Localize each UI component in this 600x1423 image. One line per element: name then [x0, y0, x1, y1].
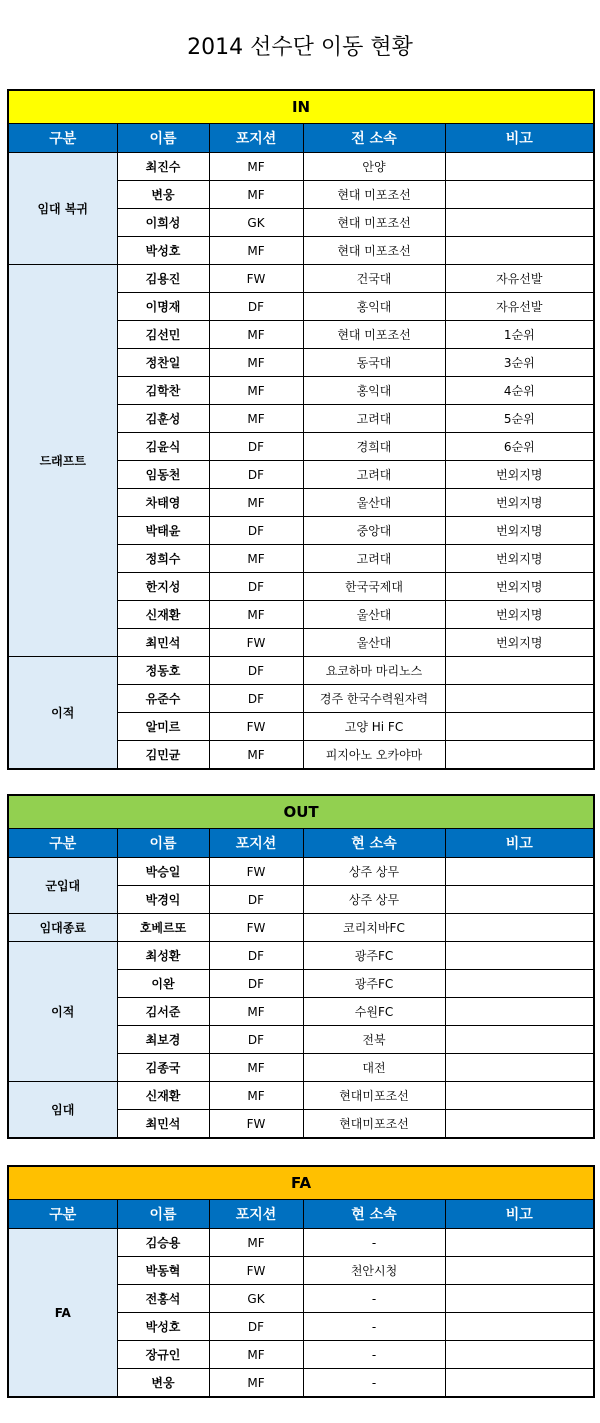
player-note	[445, 685, 594, 713]
player-position: DF	[209, 886, 303, 914]
player-note: 자유선발	[445, 293, 594, 321]
player-position: MF	[209, 489, 303, 517]
player-position: DF	[209, 433, 303, 461]
player-note	[445, 998, 594, 1026]
player-note: 3순위	[445, 349, 594, 377]
page-title: 2014 선수단 이동 현황	[187, 35, 413, 60]
header-club: 전 소속	[303, 124, 445, 153]
player-name: 임동천	[117, 461, 209, 489]
player-name: 김서준	[117, 998, 209, 1026]
player-note	[445, 1285, 594, 1313]
player-club: 현대 미포조선	[303, 237, 445, 265]
player-name: 박성호	[117, 1313, 209, 1341]
player-name: 이희성	[117, 209, 209, 237]
player-name: 김민균	[117, 741, 209, 770]
header-category: 구분	[8, 1200, 117, 1229]
player-club: 중앙대	[303, 517, 445, 545]
header-category: 구분	[8, 124, 117, 153]
player-club: 경희대	[303, 433, 445, 461]
player-name: 호베르또	[117, 914, 209, 942]
table-row	[8, 1082, 594, 1110]
player-name: 김훈성	[117, 405, 209, 433]
player-club: 동국대	[303, 349, 445, 377]
player-name: 최성환	[117, 942, 209, 970]
player-name: 박경익	[117, 886, 209, 914]
player-position: MF	[209, 1082, 303, 1110]
player-position: MF	[209, 1054, 303, 1082]
player-position: MF	[209, 1229, 303, 1257]
player-club: 안양	[303, 153, 445, 181]
player-name: 최민석	[117, 1110, 209, 1139]
header-name: 이름	[117, 829, 209, 858]
player-note	[445, 181, 594, 209]
category-cell: 군입대	[8, 858, 117, 914]
player-note: 번외지명	[445, 489, 594, 517]
player-position: MF	[209, 405, 303, 433]
category-cell: 임대	[8, 1082, 117, 1139]
player-position: FW	[209, 629, 303, 657]
player-club: 고양 Hi FC	[303, 713, 445, 741]
player-name: 김윤식	[117, 433, 209, 461]
player-position: DF	[209, 293, 303, 321]
category-cell: 드래프트	[8, 265, 117, 657]
category-cell: FA	[8, 1229, 117, 1398]
player-position: FW	[209, 265, 303, 293]
player-position: GK	[209, 1285, 303, 1313]
category-cell: 임대 복귀	[8, 153, 117, 265]
player-position: GK	[209, 209, 303, 237]
player-position: DF	[209, 1313, 303, 1341]
player-name: 차태영	[117, 489, 209, 517]
player-club: -	[303, 1313, 445, 1341]
header-position: 포지션	[209, 124, 303, 153]
player-note: 번외지명	[445, 573, 594, 601]
player-name: 장규인	[117, 1341, 209, 1369]
player-position: DF	[209, 461, 303, 489]
player-note	[445, 1313, 594, 1341]
table-row	[8, 914, 594, 942]
player-club: 전북	[303, 1026, 445, 1054]
player-note: 번외지명	[445, 545, 594, 573]
player-name: 변웅	[117, 181, 209, 209]
player-name: 김종국	[117, 1054, 209, 1082]
player-name: 이명재	[117, 293, 209, 321]
player-club: 상주 상무	[303, 858, 445, 886]
player-position: MF	[209, 153, 303, 181]
player-note	[445, 237, 594, 265]
header-note: 비고	[445, 829, 594, 858]
player-note	[445, 858, 594, 886]
player-note	[445, 1341, 594, 1369]
player-club: -	[303, 1341, 445, 1369]
player-note	[445, 914, 594, 942]
header-note: 비고	[445, 1200, 594, 1229]
player-club: 한국국제대	[303, 573, 445, 601]
player-club: 수원FC	[303, 998, 445, 1026]
player-name: 변웅	[117, 1369, 209, 1398]
player-name: 김학찬	[117, 377, 209, 405]
player-note: 1순위	[445, 321, 594, 349]
player-note: 자유선발	[445, 265, 594, 293]
category-cell: 이적	[8, 657, 117, 770]
player-club: 울산대	[303, 489, 445, 517]
header-name: 이름	[117, 1200, 209, 1229]
player-name: 신재환	[117, 1082, 209, 1110]
out-section-label: OUT	[8, 795, 594, 829]
in-section-label: IN	[8, 90, 594, 124]
player-position: DF	[209, 517, 303, 545]
player-note: 번외지명	[445, 461, 594, 489]
player-name: 정동호	[117, 657, 209, 685]
table-row	[8, 942, 594, 970]
player-note	[445, 209, 594, 237]
player-note: 번외지명	[445, 517, 594, 545]
player-position: DF	[209, 573, 303, 601]
player-club: -	[303, 1229, 445, 1257]
player-club: 홍익대	[303, 377, 445, 405]
player-note	[445, 1257, 594, 1285]
player-position: MF	[209, 741, 303, 770]
player-name: 이완	[117, 970, 209, 998]
header-position: 포지션	[209, 1200, 303, 1229]
player-club: 요코하마 마리노스	[303, 657, 445, 685]
player-position: MF	[209, 321, 303, 349]
player-club: 광주FC	[303, 942, 445, 970]
player-club: 경주 한국수력원자력	[303, 685, 445, 713]
player-note	[445, 153, 594, 181]
player-position: FW	[209, 713, 303, 741]
player-club: 현대 미포조선	[303, 321, 445, 349]
player-note: 번외지명	[445, 629, 594, 657]
player-club: 코리치바FC	[303, 914, 445, 942]
player-club: 천안시청	[303, 1257, 445, 1285]
header-note: 비고	[445, 124, 594, 153]
player-note	[445, 713, 594, 741]
player-name: 박성호	[117, 237, 209, 265]
player-position: FW	[209, 1257, 303, 1285]
player-name: 최민석	[117, 629, 209, 657]
player-club: 현대 미포조선	[303, 181, 445, 209]
player-position: FW	[209, 1110, 303, 1139]
fa-section-label: FA	[8, 1166, 594, 1200]
player-note	[445, 1110, 594, 1139]
player-position: DF	[209, 1026, 303, 1054]
player-name: 정희수	[117, 545, 209, 573]
player-name: 박태윤	[117, 517, 209, 545]
player-note	[445, 1369, 594, 1398]
player-name: 김선민	[117, 321, 209, 349]
table-row	[8, 265, 594, 293]
player-club: 고려대	[303, 405, 445, 433]
player-club: 현대미포조선	[303, 1082, 445, 1110]
player-note: 번외지명	[445, 601, 594, 629]
player-note	[445, 1026, 594, 1054]
player-note: 6순위	[445, 433, 594, 461]
header-position: 포지션	[209, 829, 303, 858]
player-note	[445, 970, 594, 998]
player-name: 유준수	[117, 685, 209, 713]
player-note	[445, 942, 594, 970]
player-club: 광주FC	[303, 970, 445, 998]
player-name: 신재환	[117, 601, 209, 629]
table-row	[8, 858, 594, 886]
player-club: 울산대	[303, 601, 445, 629]
player-name: 김용진	[117, 265, 209, 293]
player-note	[445, 657, 594, 685]
player-position: MF	[209, 545, 303, 573]
player-note	[445, 886, 594, 914]
out-table	[7, 794, 595, 1139]
player-club: 고려대	[303, 461, 445, 489]
player-name: 김승용	[117, 1229, 209, 1257]
player-club: -	[303, 1285, 445, 1313]
player-position: MF	[209, 377, 303, 405]
player-club: 건국대	[303, 265, 445, 293]
player-name: 최진수	[117, 153, 209, 181]
player-club: -	[303, 1369, 445, 1398]
table-row	[8, 153, 594, 181]
player-note	[445, 1054, 594, 1082]
player-position: DF	[209, 685, 303, 713]
header-club: 현 소속	[303, 829, 445, 858]
player-position: FW	[209, 914, 303, 942]
player-club: 울산대	[303, 629, 445, 657]
player-name: 박승일	[117, 858, 209, 886]
player-position: DF	[209, 942, 303, 970]
category-cell: 이적	[8, 942, 117, 1082]
player-note: 4순위	[445, 377, 594, 405]
player-name: 최보경	[117, 1026, 209, 1054]
player-note	[445, 1229, 594, 1257]
player-name: 박동혁	[117, 1257, 209, 1285]
player-position: MF	[209, 181, 303, 209]
player-position: MF	[209, 601, 303, 629]
player-name: 정찬일	[117, 349, 209, 377]
in-table	[7, 89, 595, 770]
player-position: MF	[209, 237, 303, 265]
table-row	[8, 1229, 594, 1257]
player-position: MF	[209, 998, 303, 1026]
player-club: 고려대	[303, 545, 445, 573]
player-name: 한지성	[117, 573, 209, 601]
player-note: 5순위	[445, 405, 594, 433]
category-cell: 임대종료	[8, 914, 117, 942]
header-name: 이름	[117, 124, 209, 153]
player-position: DF	[209, 657, 303, 685]
player-note	[445, 741, 594, 770]
player-club: 상주 상무	[303, 886, 445, 914]
player-club: 현대미포조선	[303, 1110, 445, 1139]
player-club: 홍익대	[303, 293, 445, 321]
table-row	[8, 657, 594, 685]
player-name: 알미르	[117, 713, 209, 741]
player-name: 전홍석	[117, 1285, 209, 1313]
header-club: 현 소속	[303, 1200, 445, 1229]
fa-table	[7, 1165, 595, 1398]
player-position: DF	[209, 970, 303, 998]
player-position: MF	[209, 1369, 303, 1398]
player-position: FW	[209, 858, 303, 886]
player-club: 피지아노 오카야마	[303, 741, 445, 770]
player-club: 현대 미포조선	[303, 209, 445, 237]
player-position: MF	[209, 349, 303, 377]
player-note	[445, 1082, 594, 1110]
header-category: 구분	[8, 829, 117, 858]
player-club: 대전	[303, 1054, 445, 1082]
player-position: MF	[209, 1341, 303, 1369]
